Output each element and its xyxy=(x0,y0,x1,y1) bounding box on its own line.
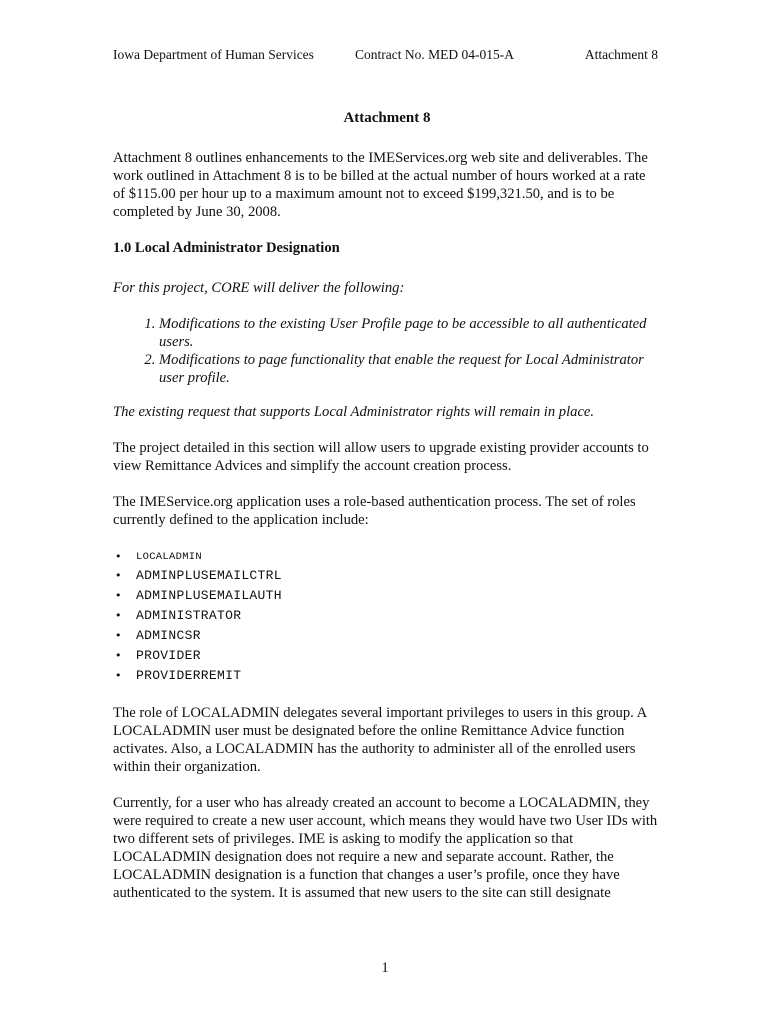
bullet-icon: • xyxy=(115,669,122,682)
existing-request-note: The existing request that supports Local Administrator rights will remain in place. xyxy=(113,404,595,420)
bullet-icon: • xyxy=(115,550,122,563)
role-item xyxy=(113,586,661,606)
intro-paragraph: Attachment 8 outlines enhancements to the IMEServices.org web site and deliverables. The work outlined in Attachment 8 is to be billed at the actual number of hours worked at a rate of $115.00 per hour up to a maximum amount not to exceed $199,321.50, and is to be completed by June 30, 2008. xyxy=(113,150,648,220)
bullet-icon: • xyxy=(115,629,122,642)
role-item xyxy=(113,646,661,666)
localadmin-paragraph: The role of LOCALADMIN delegates several important privileges to users in this group. A LOCALADMIN user must be designated before the online Remittance Advice function activates. Also, a LOCALADMIN has the authority to administer all of the enrolled users within their organization. xyxy=(113,705,647,775)
role-item xyxy=(113,666,661,686)
document-title: Attachment 8 xyxy=(343,110,431,126)
roles-list xyxy=(113,547,661,686)
header-contract-number: Contract No. MED 04-015-A xyxy=(355,47,514,62)
bullet-icon: • xyxy=(115,609,122,622)
deliverables-list xyxy=(113,315,661,387)
role-label: ADMINISTRATOR xyxy=(136,608,242,623)
role-item xyxy=(113,606,661,626)
role-label: ADMINPLUSEMAILAUTH xyxy=(136,588,282,603)
currently-paragraph: Currently, for a user who has already created an account to become a LOCALADMIN, they were required to create a new user account, which means they would have two User IDs with two different sets of privileges. IME is asking to modify the application so that LOCALADMIN designation does not require a new and separate account. Rather, the LOCALADMIN designation is a function that changes a user’s profile, once they have authenticated to the system. It is assumed that new users to the site can still designate xyxy=(113,795,658,901)
deliverable-item: 1. Modifications to the existing User Profile page to be accessible to all authenticated users. xyxy=(159,315,661,351)
section-heading: 1.0 Local Administrator Designation xyxy=(113,240,340,256)
deliverables-lead: For this project, CORE will deliver the following: xyxy=(113,280,405,296)
role-label: PROVIDERREMIT xyxy=(136,668,242,683)
deliverable-item: 2. Modifications to page functionality that enable the request for Local Administrator user profile. xyxy=(159,351,661,387)
bullet-icon: • xyxy=(115,569,122,582)
bullet-icon: • xyxy=(115,589,122,602)
role-label: ADMINCSR xyxy=(136,628,201,643)
page-number: 1 xyxy=(381,960,389,976)
roles-intro-paragraph: The IMEService.org application uses a role-based authentication process. The set of roles currently defined to the application include: xyxy=(113,494,636,528)
role-item xyxy=(113,547,661,566)
page-header xyxy=(113,47,658,65)
document-body xyxy=(113,109,661,920)
role-label: PROVIDER xyxy=(136,648,201,663)
role-item xyxy=(113,626,661,646)
header-department: Iowa Department of Human Services xyxy=(113,47,314,62)
project-paragraph: The project detailed in this section will allow users to upgrade existing provider accounts to view Remittance Advices and simplify the account creation process. xyxy=(113,440,649,474)
role-label: ADMINPLUSEMAILCTRL xyxy=(136,568,282,583)
header-attachment: Attachment 8 xyxy=(584,47,658,62)
bullet-icon: • xyxy=(115,649,122,662)
role-item xyxy=(113,566,661,586)
role-label: LOCALADMIN xyxy=(136,551,203,563)
